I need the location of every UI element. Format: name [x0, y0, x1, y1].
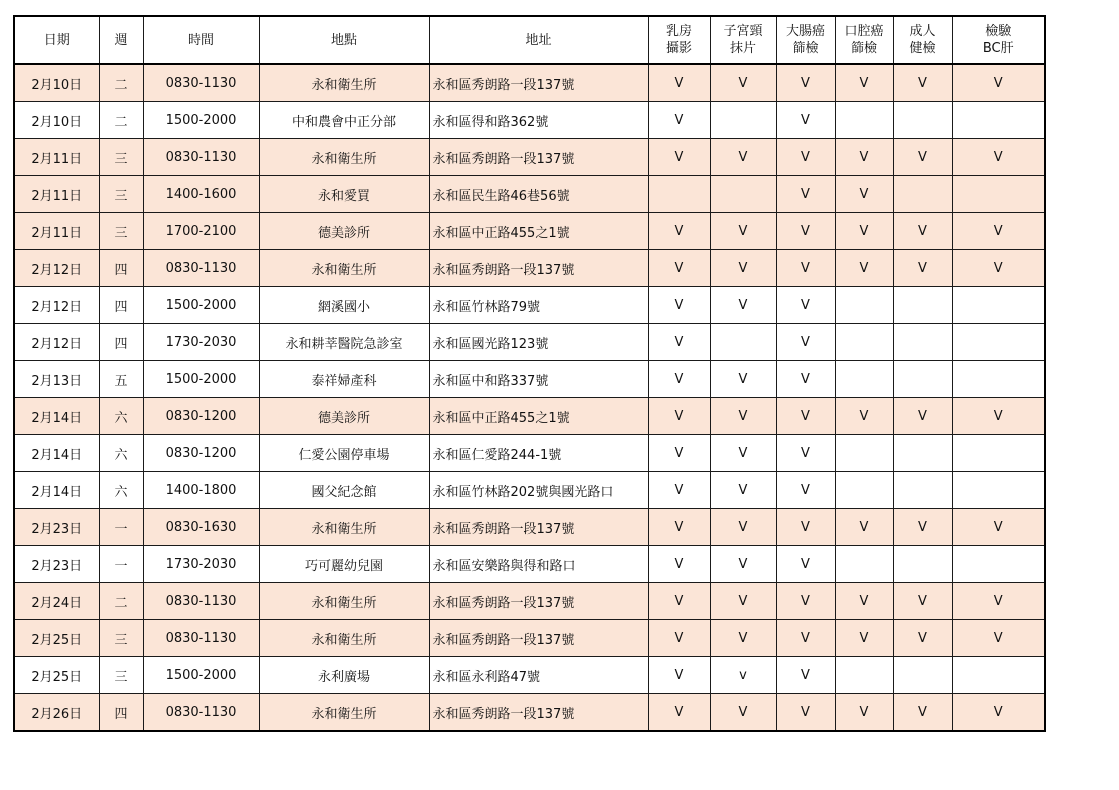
column-header-week: 週: [99, 16, 143, 64]
cell-oral: V: [835, 213, 893, 250]
cell-bc: [952, 324, 1045, 361]
cell-date: 2月25日: [14, 620, 99, 657]
cell-address: 永和區秀朗路一段137號: [429, 250, 648, 287]
cell-adult: V: [893, 694, 952, 732]
cell-time: 1730-2030: [143, 546, 259, 583]
cell-time: 1700-2100: [143, 213, 259, 250]
cell-address: 永和區秀朗路一段137號: [429, 694, 648, 732]
cell-pap: V: [710, 139, 776, 176]
cell-place: 網溪國小: [259, 287, 429, 324]
cell-mammo: V: [648, 361, 710, 398]
cell-address: 永和區民生路46巷56號: [429, 176, 648, 213]
cell-colon: V: [776, 472, 835, 509]
cell-pap: V: [710, 509, 776, 546]
cell-oral: V: [835, 250, 893, 287]
column-header-adult: 成人 健檢: [893, 16, 952, 64]
cell-pap: [710, 176, 776, 213]
cell-mammo: [648, 176, 710, 213]
cell-date: 2月11日: [14, 139, 99, 176]
cell-time: 1500-2000: [143, 287, 259, 324]
cell-colon: V: [776, 324, 835, 361]
cell-mammo: V: [648, 139, 710, 176]
cell-week: 二: [99, 583, 143, 620]
cell-week: 六: [99, 435, 143, 472]
cell-week: 三: [99, 657, 143, 694]
cell-colon: V: [776, 694, 835, 732]
table-row: [14, 546, 1045, 583]
cell-address: 永和區中和路337號: [429, 361, 648, 398]
cell-time: 0830-1130: [143, 64, 259, 102]
cell-date: 2月14日: [14, 472, 99, 509]
cell-week: 三: [99, 139, 143, 176]
cell-week: 三: [99, 213, 143, 250]
cell-time: 0830-1130: [143, 620, 259, 657]
cell-place: 中和農會中正分部: [259, 102, 429, 139]
table-row: [14, 657, 1045, 694]
cell-place: 永利廣場: [259, 657, 429, 694]
cell-colon: V: [776, 657, 835, 694]
cell-colon: V: [776, 583, 835, 620]
cell-pap: V: [710, 250, 776, 287]
cell-mammo: V: [648, 213, 710, 250]
cell-mammo: V: [648, 102, 710, 139]
cell-address: 永和區中正路455之1號: [429, 398, 648, 435]
table-row: [14, 324, 1045, 361]
cell-oral: [835, 287, 893, 324]
cell-date: 2月13日: [14, 361, 99, 398]
cell-adult: [893, 657, 952, 694]
cell-mammo: V: [648, 583, 710, 620]
cell-oral: V: [835, 398, 893, 435]
cell-date: 2月10日: [14, 64, 99, 102]
cell-bc: V: [952, 583, 1045, 620]
cell-oral: [835, 546, 893, 583]
table-row: [14, 176, 1045, 213]
cell-time: 0830-1200: [143, 398, 259, 435]
cell-time: 1400-1800: [143, 472, 259, 509]
cell-date: 2月12日: [14, 287, 99, 324]
cell-week: 三: [99, 620, 143, 657]
table-row: [14, 509, 1045, 546]
cell-pap: v: [710, 657, 776, 694]
cell-date: 2月25日: [14, 657, 99, 694]
cell-adult: [893, 102, 952, 139]
column-header-time: 時間: [143, 16, 259, 64]
cell-bc: [952, 102, 1045, 139]
cell-adult: V: [893, 620, 952, 657]
cell-place: 德美診所: [259, 213, 429, 250]
cell-adult: V: [893, 509, 952, 546]
cell-week: 一: [99, 509, 143, 546]
cell-adult: V: [893, 213, 952, 250]
cell-adult: V: [893, 64, 952, 102]
cell-colon: V: [776, 139, 835, 176]
column-header-mammo: 乳房 攝影: [648, 16, 710, 64]
cell-time: 1500-2000: [143, 657, 259, 694]
cell-pap: V: [710, 472, 776, 509]
cell-mammo: V: [648, 250, 710, 287]
cell-oral: V: [835, 583, 893, 620]
table-row: [14, 287, 1045, 324]
cell-adult: [893, 435, 952, 472]
cell-address: 永和區得和路362號: [429, 102, 648, 139]
cell-oral: V: [835, 620, 893, 657]
table-row: [14, 361, 1045, 398]
cell-address: 永和區秀朗路一段137號: [429, 509, 648, 546]
cell-pap: V: [710, 213, 776, 250]
cell-week: 六: [99, 398, 143, 435]
cell-pap: V: [710, 361, 776, 398]
cell-pap: V: [710, 64, 776, 102]
cell-date: 2月12日: [14, 324, 99, 361]
cell-address: 永和區國光路123號: [429, 324, 648, 361]
table-row: [14, 102, 1045, 139]
cell-oral: V: [835, 176, 893, 213]
cell-date: 2月11日: [14, 213, 99, 250]
cell-mammo: V: [648, 398, 710, 435]
cell-week: 二: [99, 102, 143, 139]
cell-time: 0830-1130: [143, 139, 259, 176]
cell-time: 1730-2030: [143, 324, 259, 361]
cell-adult: [893, 324, 952, 361]
cell-pap: V: [710, 620, 776, 657]
cell-pap: V: [710, 398, 776, 435]
cell-date: 2月14日: [14, 398, 99, 435]
cell-place: 永和衛生所: [259, 139, 429, 176]
cell-place: 永和衛生所: [259, 509, 429, 546]
cell-date: 2月14日: [14, 435, 99, 472]
cell-colon: V: [776, 250, 835, 287]
cell-bc: V: [952, 509, 1045, 546]
table-row: [14, 620, 1045, 657]
table-row: [14, 139, 1045, 176]
cell-week: 四: [99, 287, 143, 324]
table-row: [14, 250, 1045, 287]
cell-colon: V: [776, 546, 835, 583]
cell-time: 0830-1130: [143, 583, 259, 620]
cell-colon: V: [776, 435, 835, 472]
cell-date: 2月10日: [14, 102, 99, 139]
cell-time: 1500-2000: [143, 102, 259, 139]
cell-adult: V: [893, 398, 952, 435]
cell-bc: [952, 657, 1045, 694]
cell-date: 2月26日: [14, 694, 99, 732]
cell-place: 永和衛生所: [259, 694, 429, 732]
cell-mammo: V: [648, 509, 710, 546]
cell-oral: [835, 324, 893, 361]
cell-oral: V: [835, 694, 893, 732]
cell-week: 二: [99, 64, 143, 102]
cell-mammo: V: [648, 657, 710, 694]
cell-adult: V: [893, 139, 952, 176]
cell-week: 五: [99, 361, 143, 398]
cell-bc: V: [952, 398, 1045, 435]
cell-bc: V: [952, 694, 1045, 732]
cell-adult: [893, 287, 952, 324]
cell-mammo: V: [648, 287, 710, 324]
table-row: [14, 583, 1045, 620]
cell-address: 永和區秀朗路一段137號: [429, 64, 648, 102]
cell-mammo: V: [648, 620, 710, 657]
cell-adult: V: [893, 583, 952, 620]
cell-pap: V: [710, 583, 776, 620]
cell-bc: V: [952, 64, 1045, 102]
cell-bc: [952, 361, 1045, 398]
cell-oral: [835, 102, 893, 139]
table-row: [14, 64, 1045, 102]
cell-mammo: V: [648, 546, 710, 583]
cell-colon: V: [776, 213, 835, 250]
cell-oral: [835, 472, 893, 509]
cell-colon: V: [776, 398, 835, 435]
cell-date: 2月23日: [14, 546, 99, 583]
cell-oral: [835, 657, 893, 694]
cell-address: 永和區竹林路79號: [429, 287, 648, 324]
cell-place: 泰祥婦產科: [259, 361, 429, 398]
cell-bc: V: [952, 620, 1045, 657]
cell-pap: [710, 102, 776, 139]
cell-pap: [710, 324, 776, 361]
table-row: [14, 472, 1045, 509]
cell-oral: V: [835, 64, 893, 102]
column-header-place: 地點: [259, 16, 429, 64]
cell-week: 四: [99, 250, 143, 287]
cell-address: 永和區竹林路202號與國光路口: [429, 472, 648, 509]
column-header-address: 地址: [429, 16, 648, 64]
cell-bc: [952, 435, 1045, 472]
cell-oral: V: [835, 509, 893, 546]
cell-adult: [893, 472, 952, 509]
column-header-pap: 子宮頸 抹片: [710, 16, 776, 64]
cell-adult: V: [893, 250, 952, 287]
cell-time: 0830-1130: [143, 694, 259, 732]
cell-pap: V: [710, 546, 776, 583]
table-row: [14, 435, 1045, 472]
cell-place: 永和愛買: [259, 176, 429, 213]
table-row: [14, 694, 1045, 732]
cell-adult: [893, 176, 952, 213]
cell-colon: V: [776, 361, 835, 398]
cell-place: 永和衛生所: [259, 620, 429, 657]
cell-week: 四: [99, 694, 143, 732]
cell-bc: [952, 472, 1045, 509]
column-header-date: 日期: [14, 16, 99, 64]
cell-mammo: V: [648, 64, 710, 102]
cell-oral: [835, 361, 893, 398]
cell-address: 永和區秀朗路一段137號: [429, 139, 648, 176]
column-header-oral: 口腔癌 篩檢: [835, 16, 893, 64]
screening-schedule-table: [13, 15, 1046, 732]
cell-week: 六: [99, 472, 143, 509]
cell-mammo: V: [648, 324, 710, 361]
cell-colon: V: [776, 620, 835, 657]
cell-time: 0830-1200: [143, 435, 259, 472]
cell-adult: [893, 546, 952, 583]
cell-date: 2月23日: [14, 509, 99, 546]
cell-date: 2月24日: [14, 583, 99, 620]
cell-time: 1400-1600: [143, 176, 259, 213]
cell-mammo: V: [648, 694, 710, 732]
table-row: [14, 213, 1045, 250]
cell-time: 0830-1630: [143, 509, 259, 546]
cell-pap: V: [710, 287, 776, 324]
cell-time: 0830-1130: [143, 250, 259, 287]
cell-colon: V: [776, 287, 835, 324]
cell-week: 四: [99, 324, 143, 361]
table-row: [14, 398, 1045, 435]
cell-place: 永和衛生所: [259, 250, 429, 287]
header-row: [14, 16, 1045, 64]
cell-bc: [952, 546, 1045, 583]
cell-bc: V: [952, 213, 1045, 250]
cell-address: 永和區永利路47號: [429, 657, 648, 694]
cell-colon: V: [776, 64, 835, 102]
cell-date: 2月12日: [14, 250, 99, 287]
cell-bc: V: [952, 139, 1045, 176]
cell-week: 一: [99, 546, 143, 583]
cell-mammo: V: [648, 435, 710, 472]
cell-date: 2月11日: [14, 176, 99, 213]
cell-address: 永和區安樂路與得和路口: [429, 546, 648, 583]
cell-address: 永和區秀朗路一段137號: [429, 583, 648, 620]
cell-address: 永和區仁愛路244-1號: [429, 435, 648, 472]
cell-bc: [952, 176, 1045, 213]
cell-oral: V: [835, 139, 893, 176]
cell-bc: V: [952, 250, 1045, 287]
cell-place: 仁愛公園停車場: [259, 435, 429, 472]
cell-time: 1500-2000: [143, 361, 259, 398]
cell-adult: [893, 361, 952, 398]
cell-place: 巧可麗幼兒園: [259, 546, 429, 583]
cell-place: 國父紀念館: [259, 472, 429, 509]
cell-mammo: V: [648, 472, 710, 509]
cell-address: 永和區秀朗路一段137號: [429, 620, 648, 657]
cell-colon: V: [776, 509, 835, 546]
table-header: [14, 16, 1045, 64]
cell-address: 永和區中正路455之1號: [429, 213, 648, 250]
cell-pap: V: [710, 694, 776, 732]
cell-week: 三: [99, 176, 143, 213]
table-body: [14, 64, 1045, 731]
cell-place: 德美診所: [259, 398, 429, 435]
cell-pap: V: [710, 435, 776, 472]
column-header-bc: 檢驗 BC肝: [952, 16, 1045, 64]
cell-place: 永和衛生所: [259, 64, 429, 102]
column-header-colon: 大腸癌 篩檢: [776, 16, 835, 64]
cell-place: 永和衛生所: [259, 583, 429, 620]
cell-colon: V: [776, 102, 835, 139]
cell-place: 永和耕莘醫院急診室: [259, 324, 429, 361]
cell-oral: [835, 435, 893, 472]
cell-colon: V: [776, 176, 835, 213]
cell-bc: [952, 287, 1045, 324]
